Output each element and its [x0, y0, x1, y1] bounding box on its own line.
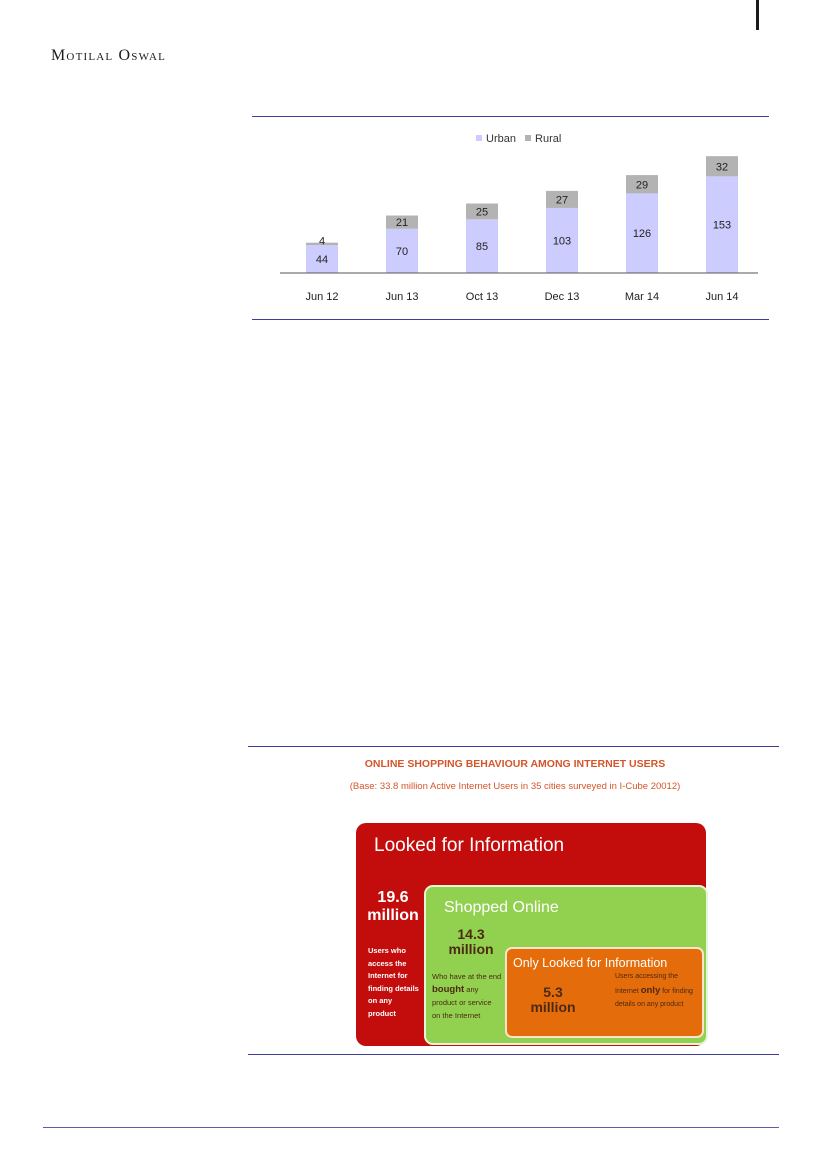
looked-heading: Looked for Information — [374, 835, 565, 856]
data-label-rural-4: 29 — [635, 179, 649, 192]
shopped-desc-post: any product or service on the Internet — [432, 985, 492, 1020]
legend-label-rural: Rural — [535, 133, 562, 145]
chart-bottom-rule — [252, 319, 769, 320]
shopped-desc-bold: bought — [432, 984, 465, 995]
looked-description: Users who access the Internet for finding details on any product — [368, 946, 419, 1018]
data-label-urban-3: 103 — [552, 235, 572, 248]
data-label-urban-4: 126 — [632, 228, 652, 241]
x-tick-label-2: Oct 13 — [465, 291, 499, 303]
only-value — [513, 985, 593, 1015]
infographic-top-rule — [248, 746, 779, 747]
data-label-rural-1: 21 — [395, 217, 409, 230]
footer-rule — [43, 1127, 779, 1128]
shopped-heading: Shopped Online — [444, 899, 559, 916]
only-desc-post: for finding details on any product — [615, 987, 693, 1008]
data-label-urban-1: 70 — [395, 245, 409, 258]
legend-label-urban: Urban — [486, 133, 516, 145]
internet-users-bar-chart — [252, 118, 769, 318]
brand-logo: Motilal Oswal — [51, 47, 167, 64]
shopped-value — [436, 927, 506, 957]
only-desc-pre: Users accessing the Internet — [615, 973, 679, 995]
looked-value — [364, 889, 422, 925]
only-description — [615, 970, 701, 1012]
chart-top-rule — [252, 116, 769, 117]
only-heading: Only Looked for Information — [513, 956, 668, 970]
data-label-rural-5: 32 — [715, 161, 729, 174]
data-label-rural-3: 27 — [555, 194, 569, 207]
x-tick-label-3: Dec 13 — [544, 291, 580, 303]
data-label-urban-0: 44 — [315, 254, 329, 267]
infographic-bottom-rule — [248, 1054, 779, 1055]
looked-number: 19.6 — [377, 889, 409, 906]
x-tick-label-1: Jun 13 — [385, 291, 419, 303]
data-label-rural-0: 4 — [318, 235, 326, 248]
looked-unit: million — [367, 907, 419, 924]
only-number: 5.3 — [543, 984, 563, 1000]
shopped-unit: million — [448, 941, 494, 957]
shopped-online-box — [424, 885, 708, 1045]
x-tick-label-4: Mar 14 — [624, 291, 660, 303]
shopped-desc-pre: Who have at the end — [432, 972, 502, 981]
looked-for-information-box — [356, 823, 706, 1046]
infographic-title: ONLINE SHOPPING BEHAVIOUR AMONG INTERNET USERS — [364, 758, 666, 770]
only-unit: million — [530, 999, 576, 1015]
x-tick-label-5: Jun 14 — [705, 291, 739, 303]
only-desc-bold: only — [640, 984, 661, 996]
data-label-rural-2: 25 — [475, 206, 489, 219]
data-label-urban-5: 153 — [712, 219, 732, 232]
corner-mark — [756, 0, 759, 30]
online-shopping-infographic — [252, 748, 778, 1053]
x-tick-label-0: Jun 12 — [305, 291, 339, 303]
infographic-subtitle: (Base: 33.8 million Active Internet Users in 35 cities surveyed in I-Cube 20012) — [349, 781, 681, 792]
data-label-urban-2: 85 — [475, 241, 489, 254]
only-looked-box — [505, 947, 704, 1038]
shopped-description — [432, 970, 502, 1022]
shopped-number: 14.3 — [457, 926, 485, 942]
